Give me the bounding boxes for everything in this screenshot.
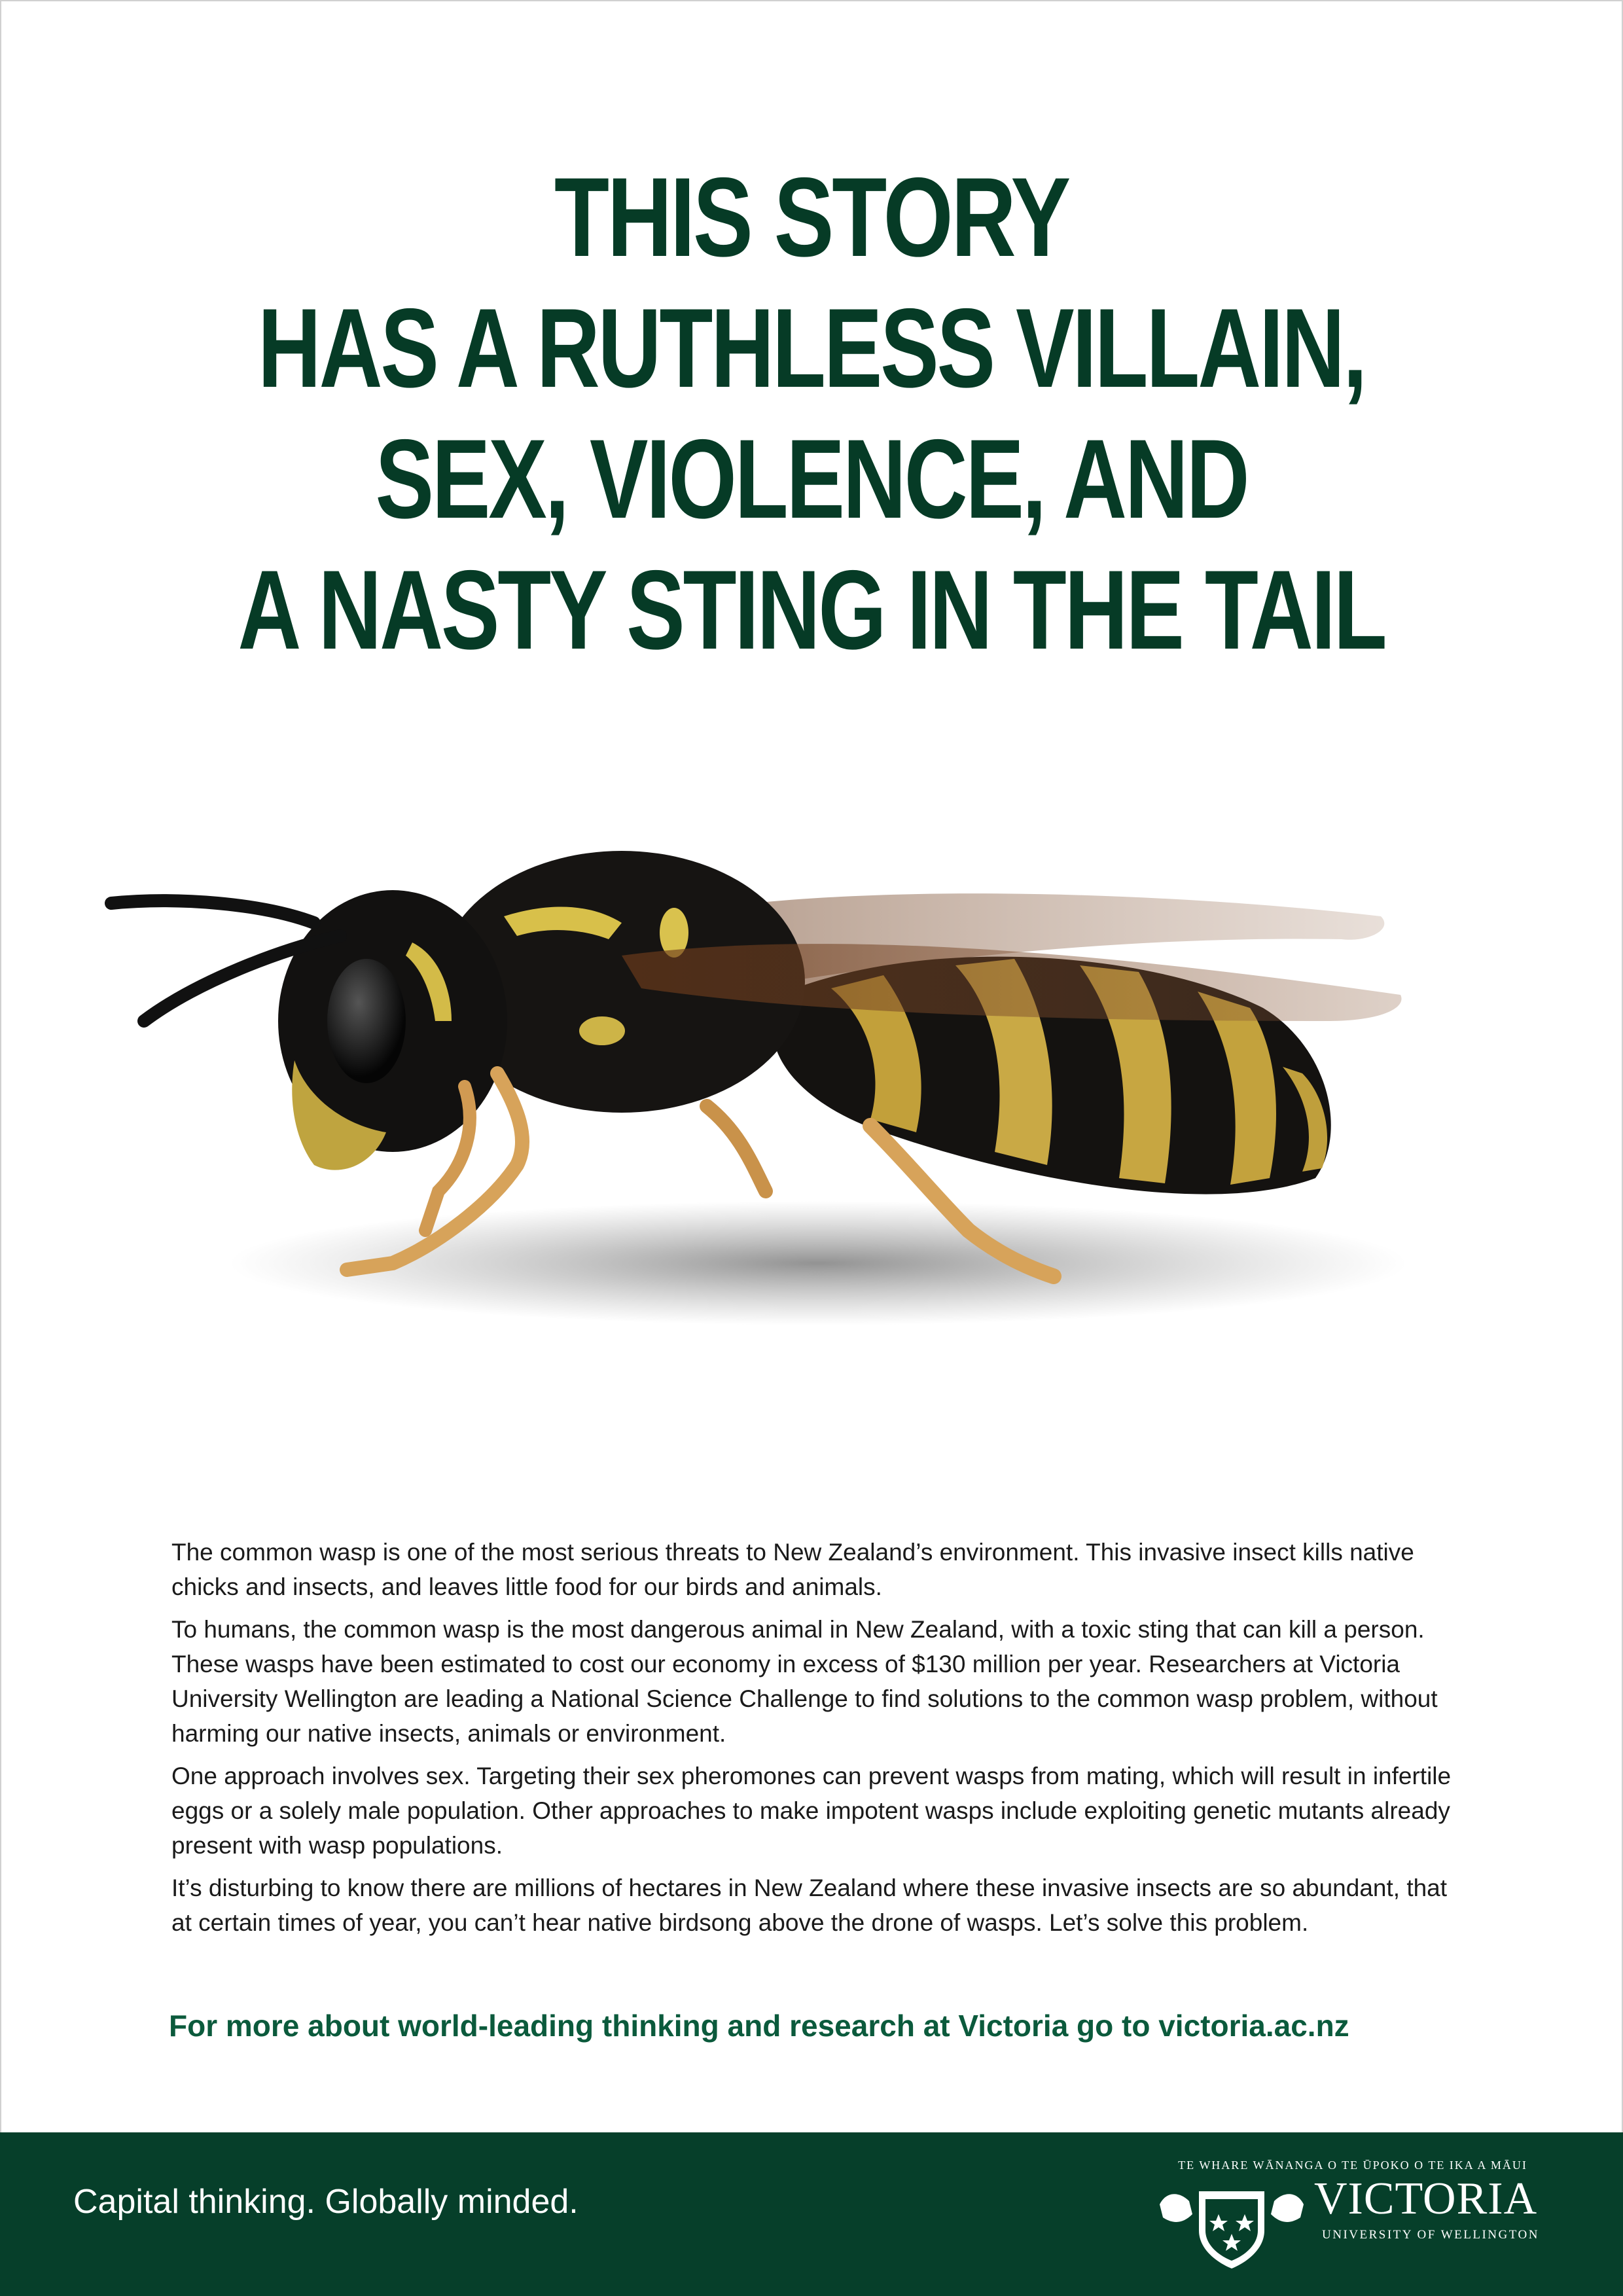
crest-icon bbox=[1153, 2178, 1310, 2270]
university-name: VICTORIA bbox=[1314, 2174, 1538, 2224]
wasp-eye bbox=[327, 959, 406, 1083]
maori-name: TE WHARE WĀNANGA O TE ŪPOKO O TE IKA A MĀUI bbox=[1178, 2159, 1527, 2172]
body-paragraph-1: The common wasp is one of the most serious threats to New Zealand’s environment. This invasive insect kills native chicks and insects, and leaves little food for our birds and animals. bbox=[171, 1539, 1414, 1600]
body-paragraph-4: It’s disturbing to know there are millions of hectares in New Zealand where these invasive insects are so abundant, that at certain times of year, you can’t hear native birdsong above the drone of wasps. Let’s solve this problem. bbox=[171, 1874, 1448, 1936]
university-subtitle: UNIVERSITY OF WELLINGTON bbox=[1322, 2228, 1539, 2242]
headline bbox=[0, 152, 1623, 675]
university-logo bbox=[1153, 2159, 1546, 2270]
body-paragraph-2: To humans, the common wasp is the most dangerous animal in New Zealand, with a toxic sting that can kill a person. These wasps have been estimated to cost our economy in excess of $130 million per year. Researchers at Victoria University Wellington are leading a National Science Challenge to find solutions to the common wasp problem, without harming our native insects, animals or environment. bbox=[171, 1616, 1438, 1747]
body-paragraph-3: One approach involves sex. Targeting their sex pheromones can prevent wasps from mating, which will result in infertile eggs or a solely male population. Other approaches to make impotent wasps include exploiting genetic mutants already present with wasp populations. bbox=[171, 1763, 1452, 1859]
headline-line-1: THIS STORY bbox=[554, 154, 1069, 280]
wasp-antenna-1 bbox=[111, 901, 314, 923]
body-copy bbox=[171, 1535, 1454, 1948]
tagline: Capital thinking. Globally minded. bbox=[73, 2183, 579, 2221]
headline-line-2: HAS A RUTHLESS VILLAIN, bbox=[257, 285, 1366, 411]
headline-line-3: SEX, VIOLENCE, AND bbox=[375, 416, 1248, 542]
call-to-action: For more about world-leading thinking and research at Victoria go to victoria.ac.nz bbox=[169, 2009, 1349, 2043]
wasp-photo bbox=[98, 825, 1538, 1401]
footer-band bbox=[0, 2132, 1623, 2296]
headline-line-4: A NASTY STING IN THE TAIL bbox=[238, 547, 1385, 673]
wasp-leg-4 bbox=[707, 1106, 766, 1191]
